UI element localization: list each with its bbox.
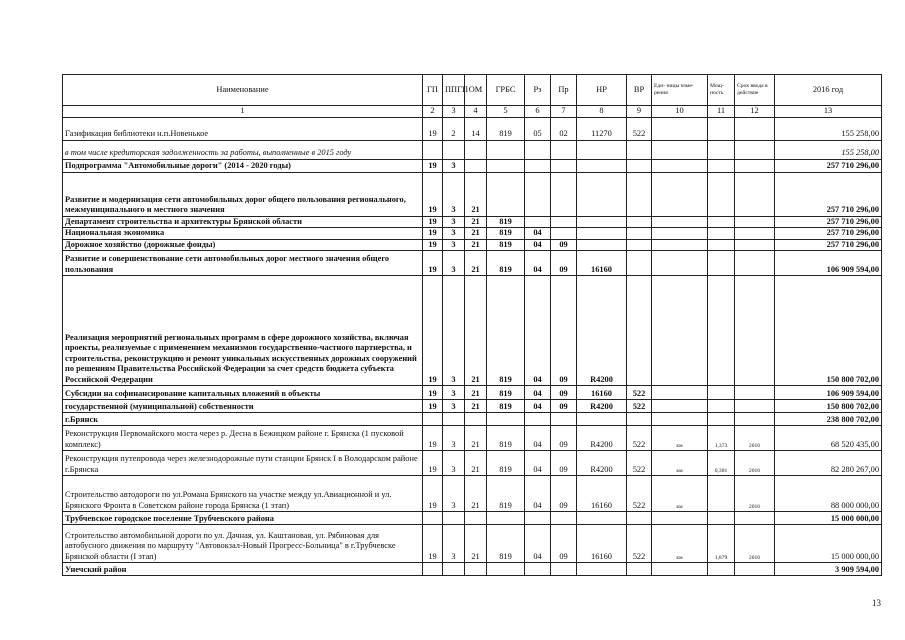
code-cell: 819 [487, 426, 525, 451]
row-name-cell: Реконструкция путепровода через железнодорожные пути станции Брянск I в Володарском районе г.Брянска [63, 451, 423, 476]
code-cell [652, 400, 708, 413]
code-cell: 819 [487, 386, 525, 400]
code-cell: 2 [443, 117, 465, 140]
code-cell: 522 [627, 117, 652, 140]
amount-cell: 82 280 267,00 [775, 451, 882, 476]
code-cell: 1,879 [708, 525, 735, 563]
column-number: 2 [423, 106, 443, 118]
code-cell: 21 [465, 228, 487, 240]
code-cell: 19 [423, 117, 443, 140]
code-cell: 3 [443, 228, 465, 240]
table-row [63, 451, 882, 476]
table-row [63, 159, 882, 172]
column-number: 8 [577, 106, 627, 118]
code-cell: 02 [551, 117, 577, 140]
code-cell: 819 [487, 216, 525, 228]
code-cell [525, 159, 551, 172]
amount-cell: 257 710 296,00 [775, 239, 882, 251]
amount-cell: 15 000 000,00 [775, 512, 882, 525]
amount-cell: 3 909 594,00 [775, 563, 882, 576]
code-cell: 819 [487, 400, 525, 413]
code-cell [577, 563, 627, 576]
code-cell: 09 [551, 386, 577, 400]
code-cell: 19 [423, 251, 443, 276]
code-cell: км [652, 476, 708, 512]
code-cell: 3 [443, 426, 465, 451]
code-cell [652, 239, 708, 251]
row-name-cell: Реконструкция Первомайского моста через р. Десна в Бежицком районе г. Брянска (1 пусковой комплекс) [63, 426, 423, 451]
code-cell [577, 140, 627, 159]
code-cell [627, 276, 652, 386]
code-cell [577, 172, 627, 216]
code-cell: 14 [465, 117, 487, 140]
code-cell [443, 563, 465, 576]
code-cell [551, 140, 577, 159]
code-cell [627, 239, 652, 251]
code-cell [735, 512, 775, 525]
code-cell: 0,381 [708, 451, 735, 476]
code-cell [708, 239, 735, 251]
code-cell [465, 140, 487, 159]
code-cell [708, 216, 735, 228]
code-cell [735, 239, 775, 251]
code-cell: 09 [551, 400, 577, 413]
code-cell: 819 [487, 525, 525, 563]
code-cell [551, 159, 577, 172]
amount-cell: 150 800 702,00 [775, 276, 882, 386]
code-cell: 3 [443, 386, 465, 400]
code-cell [627, 413, 652, 426]
code-cell [627, 512, 652, 525]
code-cell: 05 [525, 117, 551, 140]
column-number: 9 [627, 106, 652, 118]
code-cell: 19 [423, 525, 443, 563]
amount-cell: 68 520 435,00 [775, 426, 882, 451]
code-cell [708, 413, 735, 426]
code-cell [708, 276, 735, 386]
code-cell [487, 413, 525, 426]
code-cell [652, 159, 708, 172]
table-row [63, 276, 882, 386]
code-cell [465, 563, 487, 576]
code-cell [708, 251, 735, 276]
amount-cell: 257 710 296,00 [775, 216, 882, 228]
code-cell: 819 [487, 476, 525, 512]
code-cell: 19 [423, 159, 443, 172]
code-cell [652, 117, 708, 140]
code-cell [465, 512, 487, 525]
code-cell: 819 [487, 451, 525, 476]
code-cell [735, 216, 775, 228]
code-cell: 819 [487, 276, 525, 386]
code-cell: 21 [465, 386, 487, 400]
code-cell: 2016 [735, 476, 775, 512]
column-number: 11 [708, 106, 735, 118]
code-cell [735, 400, 775, 413]
code-cell [423, 140, 443, 159]
code-cell [577, 239, 627, 251]
code-cell: 522 [627, 525, 652, 563]
table-row [63, 386, 882, 400]
code-cell [708, 140, 735, 159]
code-cell: 16160 [577, 476, 627, 512]
code-cell [627, 159, 652, 172]
code-cell [551, 563, 577, 576]
code-cell [735, 413, 775, 426]
amount-cell: 257 710 296,00 [775, 159, 882, 172]
code-cell: 3 [443, 476, 465, 512]
code-cell: 19 [423, 400, 443, 413]
code-cell: 3 [443, 451, 465, 476]
code-cell: 19 [423, 451, 443, 476]
code-cell [735, 140, 775, 159]
row-name-cell: Субсидии на софинансирование капитальных вложений в объекты [63, 386, 423, 400]
code-cell [551, 216, 577, 228]
code-cell [708, 512, 735, 525]
table-row [63, 426, 882, 451]
code-cell: 21 [465, 276, 487, 386]
code-cell [627, 140, 652, 159]
code-cell [443, 512, 465, 525]
code-cell: 3 [443, 251, 465, 276]
code-cell [708, 476, 735, 512]
code-cell [525, 512, 551, 525]
code-cell [652, 172, 708, 216]
table-row [63, 512, 882, 525]
amount-cell: 257 710 296,00 [775, 172, 882, 216]
column-number: 10 [652, 106, 708, 118]
header-cell: ВР [627, 75, 652, 106]
code-cell [652, 216, 708, 228]
code-cell: 09 [551, 525, 577, 563]
table-row [63, 400, 882, 413]
amount-cell: 257 710 296,00 [775, 228, 882, 240]
code-cell: 819 [487, 239, 525, 251]
column-number: 6 [525, 106, 551, 118]
code-cell [443, 140, 465, 159]
code-cell: 09 [551, 276, 577, 386]
column-number: 13 [775, 106, 882, 118]
code-cell: км [652, 451, 708, 476]
code-cell [627, 251, 652, 276]
code-cell [577, 228, 627, 240]
code-cell: 04 [525, 276, 551, 386]
header-row [63, 75, 882, 106]
row-name-cell: Трубчевское городское поселение Трубчевского района [63, 512, 423, 525]
table-row [63, 140, 882, 159]
table-row [63, 117, 882, 140]
code-cell [652, 251, 708, 276]
code-cell: 09 [551, 239, 577, 251]
code-cell: 04 [525, 228, 551, 240]
budget-table [62, 74, 882, 576]
code-cell: 522 [627, 386, 652, 400]
code-cell: 3 [443, 216, 465, 228]
column-number-row [63, 106, 882, 118]
code-cell: 19 [423, 426, 443, 451]
code-cell: 19 [423, 239, 443, 251]
code-cell [652, 276, 708, 386]
code-cell [708, 386, 735, 400]
header-cell: 2016 год [775, 75, 882, 106]
code-cell: 522 [627, 476, 652, 512]
code-cell: 2016 [735, 525, 775, 563]
code-cell [708, 159, 735, 172]
code-cell [577, 413, 627, 426]
table-row [63, 476, 882, 512]
code-cell: 3 [443, 525, 465, 563]
code-cell [577, 159, 627, 172]
code-cell: км [652, 426, 708, 451]
code-cell: 21 [465, 426, 487, 451]
code-cell [577, 512, 627, 525]
code-cell: R4200 [577, 276, 627, 386]
code-cell [652, 140, 708, 159]
table-row [63, 216, 882, 228]
code-cell: 16160 [577, 386, 627, 400]
table-row [63, 525, 882, 563]
header-cell: ГП [423, 75, 443, 106]
row-name-cell: Строительство автодороги по ул.Романа Брянского на участке между ул.Авиационной и ул. Брянского Фронта в Советском районе города Брянска (1 этап) [63, 476, 423, 512]
code-cell: 16160 [577, 525, 627, 563]
code-cell: км [652, 525, 708, 563]
code-cell [423, 512, 443, 525]
code-cell: 04 [525, 400, 551, 413]
row-name-cell: Департамент строительства и архитектуры Брянской области [63, 216, 423, 228]
code-cell [525, 216, 551, 228]
row-name-cell: Подпрограмма "Автомобильные дороги" (2014 - 2020 годы) [63, 159, 423, 172]
code-cell: 3 [443, 172, 465, 216]
code-cell: 522 [627, 426, 652, 451]
code-cell: 21 [465, 476, 487, 512]
code-cell [708, 400, 735, 413]
code-cell [627, 216, 652, 228]
row-name-cell: Строительство автомобильной дороги по ул. Дачная, ул. Каштановая, ул. Рябиновая для автобусного движения по маршруту "Автовокзал-Новый Прогресс-Больница" в г.Трубчевске Брянской области (I этап) [63, 525, 423, 563]
code-cell: 04 [525, 476, 551, 512]
code-cell [652, 228, 708, 240]
code-cell [708, 228, 735, 240]
row-name-cell: г.Брянск [63, 413, 423, 426]
code-cell: R4200 [577, 426, 627, 451]
row-name-cell: в том числе кредиторская задолженность за работы, выполненные в 2015 году [63, 140, 423, 159]
code-cell [423, 563, 443, 576]
table-row [63, 239, 882, 251]
code-cell: 522 [627, 451, 652, 476]
code-cell [708, 172, 735, 216]
code-cell [487, 140, 525, 159]
page-number: 13 [872, 598, 881, 608]
amount-cell: 15 000 000,00 [775, 525, 882, 563]
code-cell [735, 276, 775, 386]
code-cell [627, 172, 652, 216]
amount-cell: 155 258,00 [775, 140, 882, 159]
code-cell [551, 512, 577, 525]
code-cell [735, 228, 775, 240]
code-cell: 21 [465, 172, 487, 216]
amount-cell: 155 258,00 [775, 117, 882, 140]
code-cell [577, 216, 627, 228]
row-name-cell: государственной (муниципальной) собственности [63, 400, 423, 413]
code-cell [652, 386, 708, 400]
header-cell: Пр [551, 75, 577, 106]
table-row [63, 251, 882, 276]
code-cell: 819 [487, 117, 525, 140]
code-cell: 21 [465, 400, 487, 413]
column-number: 4 [465, 106, 487, 118]
column-number: 5 [487, 106, 525, 118]
code-cell: 21 [465, 251, 487, 276]
code-cell: 19 [423, 476, 443, 512]
code-cell: 3 [443, 239, 465, 251]
code-cell: 819 [487, 228, 525, 240]
code-cell [465, 413, 487, 426]
row-name-cell: Развитие и модернизация сети автомобильных дорог общего пользования регионального, межмуниципального и местного значения [63, 172, 423, 216]
code-cell: 2016 [735, 451, 775, 476]
code-cell: 04 [525, 426, 551, 451]
code-cell [465, 159, 487, 172]
code-cell: 2016 [735, 426, 775, 451]
header-cell: Мощ- ность [708, 75, 735, 106]
column-number: 12 [735, 106, 775, 118]
code-cell [708, 563, 735, 576]
code-cell [423, 413, 443, 426]
column-number: 1 [63, 106, 423, 118]
code-cell [708, 117, 735, 140]
code-cell: 819 [487, 251, 525, 276]
code-cell: 3 [443, 276, 465, 386]
amount-cell: 88 000 000,00 [775, 476, 882, 512]
code-cell [627, 228, 652, 240]
table-row [63, 172, 882, 216]
row-name-cell: Газификация библиотеки н.п.Новенькое [63, 117, 423, 140]
code-cell [443, 413, 465, 426]
header-cell: НР [577, 75, 627, 106]
code-cell [735, 159, 775, 172]
code-cell [487, 159, 525, 172]
code-cell: 21 [465, 451, 487, 476]
code-cell [627, 563, 652, 576]
code-cell [525, 563, 551, 576]
code-cell: 522 [627, 400, 652, 413]
code-cell: 09 [551, 426, 577, 451]
code-cell [525, 172, 551, 216]
code-cell: 3 [443, 159, 465, 172]
code-cell [525, 413, 551, 426]
code-cell: 1,373 [708, 426, 735, 451]
header-cell: ППГП [443, 75, 465, 106]
code-cell [652, 512, 708, 525]
code-cell [551, 172, 577, 216]
amount-cell: 106 909 594,00 [775, 251, 882, 276]
row-name-cell: Развитие и совершенствование сети автомобильных дорог местного значения общего пользования [63, 251, 423, 276]
code-cell: 04 [525, 251, 551, 276]
code-cell [735, 117, 775, 140]
code-cell [735, 172, 775, 216]
code-cell: 16160 [577, 251, 627, 276]
code-cell: 09 [551, 476, 577, 512]
code-cell [551, 228, 577, 240]
code-cell [525, 140, 551, 159]
row-name-cell: Дорожное хозяйство (дорожные фонды) [63, 239, 423, 251]
code-cell: 11270 [577, 117, 627, 140]
header-cell: ОМ [465, 75, 487, 106]
code-cell [735, 563, 775, 576]
code-cell [487, 172, 525, 216]
code-cell: 21 [465, 525, 487, 563]
code-cell: 04 [525, 451, 551, 476]
code-cell: 21 [465, 239, 487, 251]
row-name-cell: Национальная экономика [63, 228, 423, 240]
code-cell: 09 [551, 251, 577, 276]
header-cell: Рз [525, 75, 551, 106]
row-name-cell: Унечский район [63, 563, 423, 576]
code-cell: 19 [423, 172, 443, 216]
header-cell: Еди- ницы изме- рения [652, 75, 708, 106]
code-cell [652, 413, 708, 426]
row-name-cell: Реализация мероприятий региональных программ в сфере дорожного хозяйства, включая проекты, реализуемые с применением механизмов государственно-частного партнерства, и строительства, реконструкцию и ремонт уникальных искусственных дорожных сооружений по решениям Правительства Российской Федерации за счет средств бюджета субъекта Российской Федерации [63, 276, 423, 386]
code-cell: 04 [525, 239, 551, 251]
code-cell: 04 [525, 525, 551, 563]
code-cell: R4200 [577, 400, 627, 413]
amount-cell: 238 800 702,00 [775, 413, 882, 426]
code-cell: 19 [423, 386, 443, 400]
code-cell: 21 [465, 216, 487, 228]
header-cell: Наименование [63, 75, 423, 106]
table-row [63, 413, 882, 426]
code-cell [735, 251, 775, 276]
column-number: 7 [551, 106, 577, 118]
code-cell: 04 [525, 386, 551, 400]
code-cell: 19 [423, 228, 443, 240]
code-cell [551, 413, 577, 426]
amount-cell: 106 909 594,00 [775, 386, 882, 400]
table-body [63, 117, 882, 576]
table-row [63, 563, 882, 576]
code-cell: R4200 [577, 451, 627, 476]
column-number: 3 [443, 106, 465, 118]
code-cell: 19 [423, 216, 443, 228]
code-cell: 19 [423, 276, 443, 386]
code-cell: 09 [551, 451, 577, 476]
header-cell: ГРБС [487, 75, 525, 106]
code-cell [487, 563, 525, 576]
code-cell [487, 512, 525, 525]
table-row [63, 228, 882, 240]
code-cell: 3 [443, 400, 465, 413]
amount-cell: 150 800 702,00 [775, 400, 882, 413]
header-cell: Срок ввода в действие [735, 75, 775, 106]
code-cell [735, 386, 775, 400]
code-cell [652, 563, 708, 576]
